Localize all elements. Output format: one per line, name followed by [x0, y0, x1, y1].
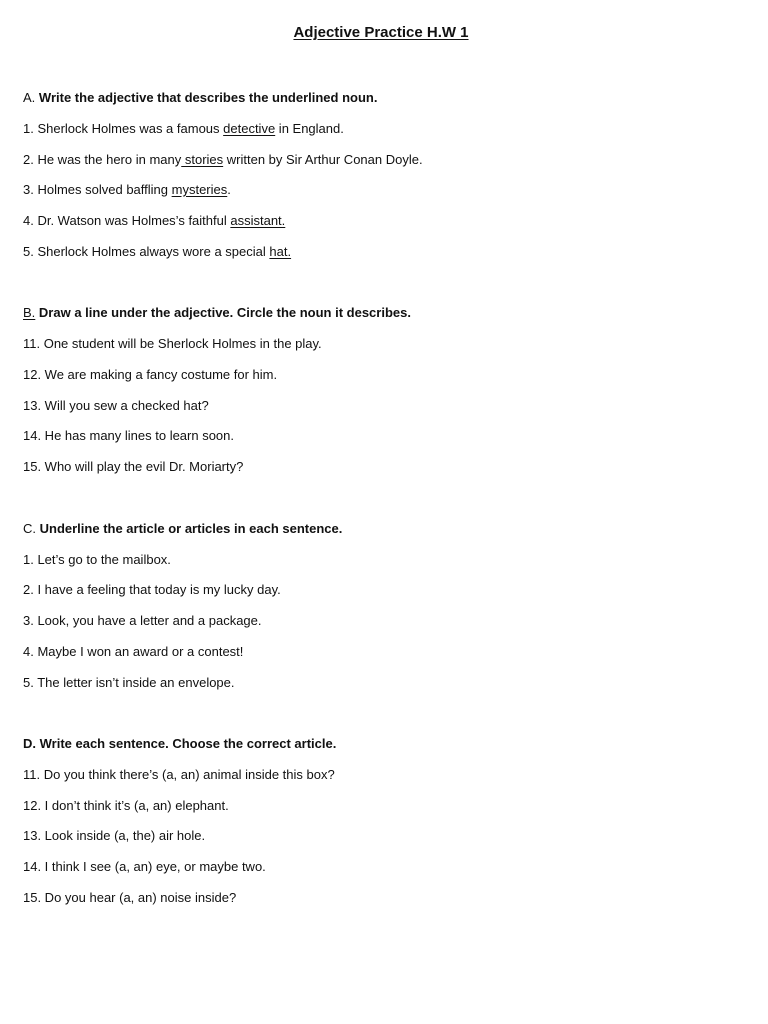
section-c-heading	[23, 520, 342, 538]
section-d-item-13: 13. Look inside (a, the) air hole.	[23, 828, 206, 843]
section-b-item-12: 12. We are making a fancy costume for him.	[23, 367, 278, 382]
section-b-instruction: Draw a line under the adjective. Circle the noun it describes.	[38, 305, 411, 320]
section-d-item-12: 12. I don’t think it’s (a, an) elephant.	[23, 798, 229, 813]
section-d-item-14: 14. I think I see (a, an) eye, or maybe two.	[23, 859, 266, 874]
section-b-item-15: 15. Who will play the evil Dr. Moriarty?	[23, 459, 244, 474]
section-d-item-11: 11. Do you think there’s (a, an) animal inside this box?	[23, 767, 335, 782]
section-d-item-15: 15. Do you hear (a, an) noise inside?	[23, 890, 237, 905]
section-c-item-2: 2. I have a feeling that today is my lucky day.	[23, 582, 281, 597]
underlined-noun: detective	[223, 121, 276, 136]
underlined-noun: assistant.	[230, 213, 286, 228]
section-c-item-1: 1. Let’s go to the mailbox.	[23, 552, 171, 567]
section-a-item-2: 2. He was the hero in many stories written by Sir Arthur Conan Doyle.	[23, 152, 423, 167]
section-b-item-14: 14. He has many lines to learn soon.	[23, 428, 235, 443]
section-c-letter: C.	[23, 521, 36, 536]
section-a-item-3: 3. Holmes solved baffling mysteries.	[23, 182, 231, 197]
section-c-item-5: 5. The letter isn’t inside an envelope.	[23, 675, 235, 690]
section-b-heading	[23, 304, 411, 322]
section-a-item-5: 5. Sherlock Holmes always wore a special hat.	[23, 244, 292, 259]
section-c-item-4: 4. Maybe I won an award or a contest!	[23, 644, 244, 659]
underlined-noun: mysteries	[171, 182, 228, 197]
page-title: Adjective Practice H.W 1	[293, 24, 469, 41]
section-a-instruction: Write the adjective that describes the underlined noun.	[38, 90, 378, 105]
section-a-item-4: 4. Dr. Watson was Holmes’s faithful assistant.	[23, 213, 286, 228]
section-b-item-11: 11. One student will be Sherlock Holmes in the play.	[23, 336, 322, 351]
section-d-heading: D. Write each sentence. Choose the correct article.	[23, 736, 337, 751]
section-c-item-3: 3. Look, you have a letter and a package.	[23, 613, 262, 628]
section-a-letter: A.	[23, 90, 36, 105]
underlined-noun: hat.	[269, 244, 292, 259]
underlined-noun: stories	[181, 152, 224, 167]
section-a-item-1: 1. Sherlock Holmes was a famous detective in England.	[23, 121, 344, 136]
section-b-item-13: 13. Will you sew a checked hat?	[23, 398, 209, 413]
section-b-letter: B.	[23, 305, 36, 320]
section-c-instruction: Underline the article or articles in each sentence.	[39, 521, 343, 536]
section-a-heading	[23, 89, 377, 107]
